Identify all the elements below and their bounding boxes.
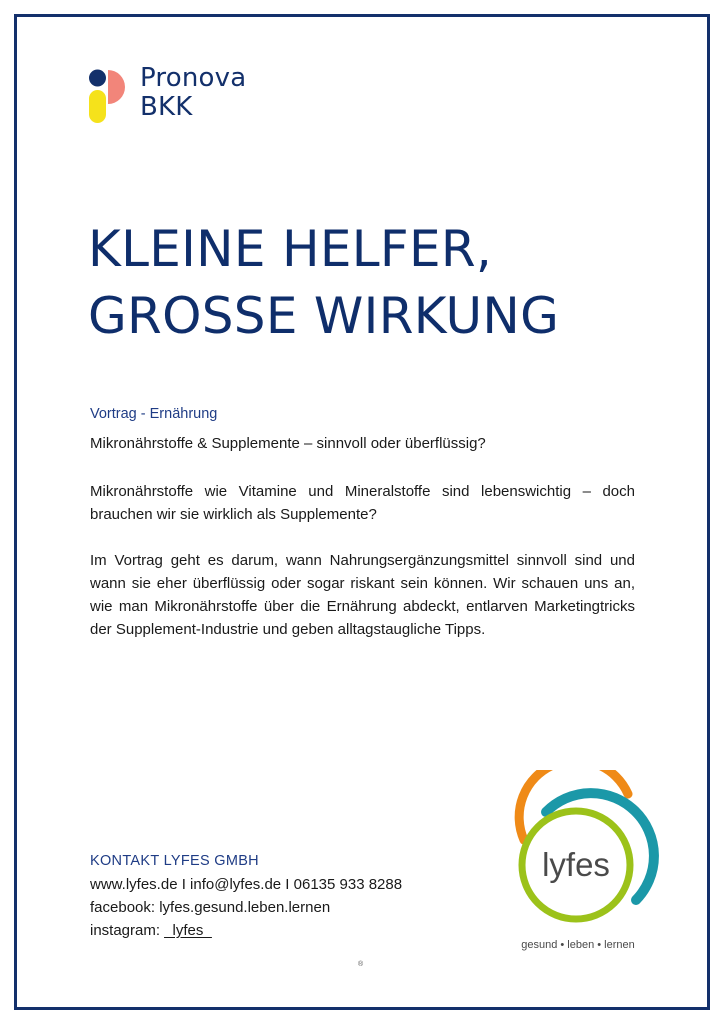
contact-heading: KONTAKT LYFES GMBH xyxy=(90,853,259,869)
lyfes-logo xyxy=(510,770,660,955)
registered-mark: ® xyxy=(358,961,364,968)
pronova-logo-icon xyxy=(88,68,128,124)
lyfes-wordmark: lyfes xyxy=(542,846,610,883)
brand-name-line1: Pronova xyxy=(140,63,247,93)
page-headline xyxy=(88,216,648,350)
headline-line1: KLEINE HELFER, xyxy=(88,220,493,278)
section-label: Vortrag - Ernährung xyxy=(90,406,218,422)
headline-line2: GROSSE WIRKUNG xyxy=(88,287,560,345)
intro-paragraph: Mikronährstoffe wie Vitamine und Mineralstoffe sind lebenswichtig – doch brauchen wir sie wirklich als Supplemente? xyxy=(90,483,635,523)
lyfes-tagline: gesund • leben • lernen xyxy=(521,939,635,951)
description-paragraph: Im Vortrag geht es darum, wann Nahrungsergänzungsmittel sinnvoll sind und wann sie eher überflüssig oder sogar riskant sein können. Wir schauen uns an, wie man Mikronährstoffe über die Ernährung abdeckt, entlarven Marketingtricks der Supplement-Industrie und geben alltagstaugliche Tipps. xyxy=(90,552,635,638)
contact-instagram xyxy=(90,922,212,939)
contact-facebook: facebook: lyfes.gesund.leben.lernen xyxy=(90,899,331,916)
talk-subtitle: Mikronährstoffe & Supplemente – sinnvoll oder überflüssig? xyxy=(90,435,486,452)
contact-web-email-phone: www.lyfes.de I info@lyfes.de I 06135 933 8288 xyxy=(90,876,403,893)
instagram-handle: _lyfes_ xyxy=(164,922,212,939)
pronova-logo-text xyxy=(140,64,246,122)
brand-name-line2: BKK xyxy=(140,92,193,122)
instagram-label: instagram: xyxy=(90,922,165,939)
